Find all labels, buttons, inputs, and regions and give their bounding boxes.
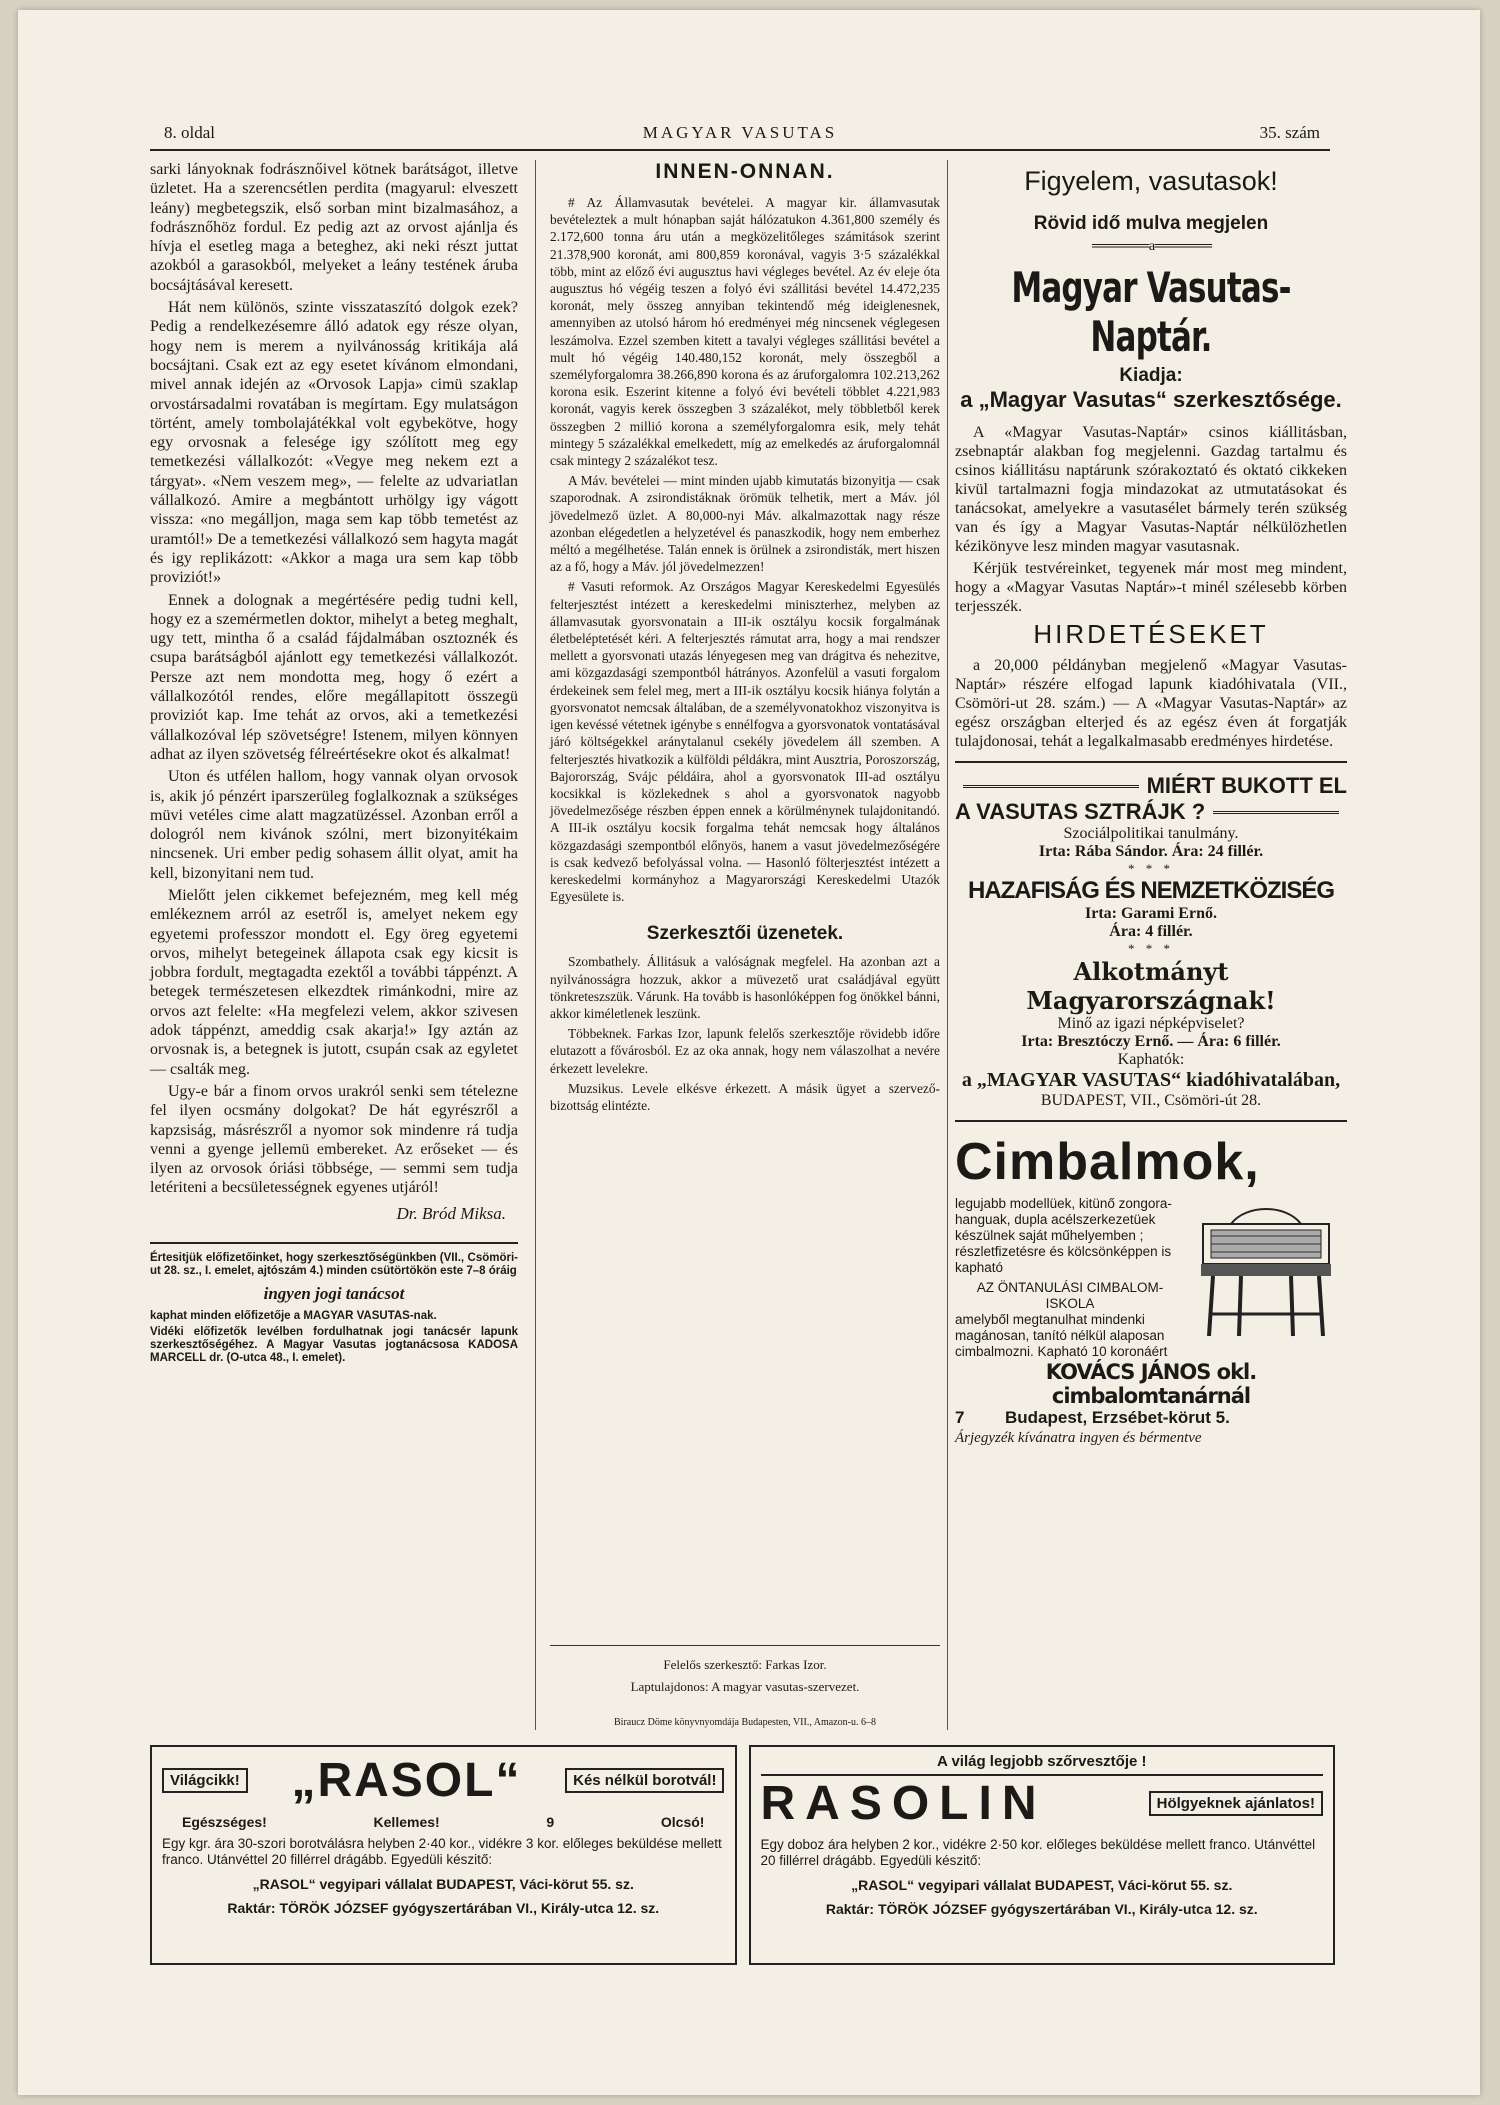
ladies-label: Hölgyeknek ajánlatos! [1149, 1791, 1323, 1816]
bottom-ads [150, 1745, 1335, 1965]
available-at: a „MAGYAR VASUTAS“ kiadóhivatalában, [961, 1069, 1341, 1091]
best-hair-remover: A világ legjobb szőrvesztője ! [761, 1753, 1324, 1776]
book-title-line: MIÉRT BUKOTT EL [955, 773, 1347, 799]
ad-number: 7 [955, 1408, 965, 1427]
news-item: # Vasuti reformok. Az Országos Magyar Kereskedelmi Egyesülés felterjesztést intézett a kereskedelmi miniszterhez, melyben az államvasutak gyorsvonatain a III-ik osztályu kocsik forgalmának életbeléptetését kéri. A felterjesztés rámutat arra, hogy a mai rendszer mellett a gyorsvonati utazás lényegesen meg van drágitva és nehezitve, ami közgazdasági szempontból hátrányos. Azonfelül a vasuti forgalom érdekeinek sem felel meg, mert a III-ik osztályu kocsik hiánya folytán a gyorsvonatot nemcsak általában, de a személyvonatokhoz viszonyitva is igen kevéssé vétetnek igénybe s ennélfogva a gyorsvonatok vontatásával járó költségekkel aránytalanul csekély jövedelem áll szemben. A felterjesztés hivatkozik a külföldi példákra, mint Ausztria, Poroszország, Bajorország, Svájc példáira, ahol a gyorsvonatok III-ad osztályu kocsikkal is közlekednek s ahol a gyorsvonatok nagyobb jövedelmezősége részben éppen ennek a körülménynek tulajdonitandó. A III-ik osztályu kocsik forgalma tehát nemcsak hogy általános közgazdasági szempontból előnyös, hanem a vasut jövedelmezőségére is csak kedvező befolyással volna. — Hasonló fölterjesztést intézett a kereskedelmi kormányhoz a Magyarországi Kereskedelmi Utazók Egyesülete is. [550, 579, 940, 905]
editor-note: Többeknek. Farkas Izor, lapunk felelős szerkesztője rövidebb időre elutazott a fővárosból. Ez az oka annak, hogy nem válaszolhat a nevére érkezett levelekre. [550, 1026, 940, 1076]
news-item: A Máv. bevételei — mint minden ujabb kimutatás bizonyitja — csak szaporodnak. A zsirondistáknak örömük telhetik, mert a Máv. jól jövedelmező üzlet. A 80,000-nyi Máv. alkalmazottak nagy része azonban elégedetlen a helyzetével és panaszkodik, hogy nem emberhez méltó a megélhetése. Talán ennek is örülnek a zsirondisták, mert hiszen az a fő, hogy a Máv. jól jövedelmezzen! [550, 473, 940, 575]
editor-messages-title: Szerkesztői üzenetek. [646, 923, 844, 945]
ornament: ═══════ a ═══════ [1091, 239, 1211, 254]
paragraph: Kérjük testvéreinket, tegyenek már most meg mindent, hogy a «Magyar Vasutas Naptár»-t minél szélesebb körben terjesszék. [955, 560, 1347, 615]
world-product-label: Világcikk! [162, 1768, 248, 1793]
teacher-name: KOVÁCS JÁNOS okl. cimbalomtanárnál [1045, 1360, 1257, 1408]
paragraph: Ugy-e bár a finom orvos urakról senki sem tételezne fel ilyen ocsmány dolgokat? De hát egyrészről a kapzsiság, másrészről a nyomor sok mindenre rá tudja venni a gyenge jellemü embereket. Az erőseket — és ilyen az orvosok óriási többsége, — semmi sem tudja letériteni a becsületességnek egyenes utjáról! [150, 1082, 518, 1197]
notice-text: kaphat minden előfizetője a MAGYAR VASUTAS-nak. [150, 1309, 437, 1322]
printer: Biraucz Döme könyvnyomdája Budapesten, VII., Amazon-u. 6–8 [614, 1717, 876, 1728]
publisher-name: a „Magyar Vasutas“ szerkesztősége. [960, 387, 1342, 412]
paragraph: a 20,000 példányban megjelenő «Magyar Vasutas-Naptár» részére elfogad lapunk kiadóhivatala (VII., Csömöri-ut 28. szám.) — A «Magyar Vasutas-Naptár» az egész országban elterjed és az egész éven át forgatják tulajdonosai, tehát a legalkalmasabb eredményes hirdetése. [955, 657, 1347, 750]
cimbalom-headline: Cimbalmok, [955, 1133, 1260, 1191]
book-author-price: Irta: Bresztóczy Ernő. — Ára: 6 fillér. [1021, 1033, 1281, 1050]
issue-number: 35. szám [1259, 123, 1320, 142]
price-list-note: Árjegyzék kívánatra ingyen és bérmentve [955, 1430, 1202, 1446]
divider [955, 761, 1347, 763]
paragraph: Uton és utfélen hallom, hogy vannak olyan orvosok is, akik jó pénzért iparszerüleg foglalkoznak a szükséges müvi vetéles cime alatt magzatüzéssel. Azonban erről a dologról nem kivánok szólni, mert bizonyitékaim nincsenek. Uri ember pedig sohasem állit olyat, amit ha kell, bizonyitani nem tud. [150, 768, 518, 882]
cimbalom-illustration [1191, 1196, 1341, 1346]
responsible-editor: Felelős szerkesztő: Farkas Izor. [663, 1657, 827, 1672]
cimbalom-ad [955, 1196, 1347, 1360]
price-text: Egy doboz ára helyben 2 kor., vidékre 2·50 kor. előleges beküldése mellett franco. Utánvéttel 20 fillérrel drágább. Egyedüli készitő: [760, 1837, 1316, 1868]
school-text: amelyből megtanulhat mindenki magánosan, tanító nélkül alaposan cimbalmozni. Kapható 10 koronáért [955, 1312, 1168, 1359]
warehouse: Raktár: TÖRÖK JÓZSEF gyógyszertárában VI., Király-utca 12. sz. [825, 1901, 1258, 1917]
article-column [150, 160, 518, 1368]
ads-column [955, 160, 1347, 1447]
paragraph: Mielőtt jelen cikkemet befejezném, meg kell még emlékeznem arról az esetről is, amelyet nekem egy egyetemi professzor mondott el. Egy öreg egyetemi orvos, mihelyt betegeinek állapota csak egy kicsit is jobbra fordult, megtagadta ezektől a további táppénzt. A betegek természetesen elkezdtek rimánkodni, mire az orvos azt felelte: «Ha megfelezi velem, akkor szivesen adok táppénzt, ameddig csak akarja!» Igy aztán az orvosnak is, a betegnek is jutott, csupán csak az egyletet — csalták meg. [150, 886, 518, 1078]
pleasant-label: Kellemes! [373, 1814, 440, 1830]
page-number: 8. oldal [164, 123, 215, 142]
book-price: Ára: 4 fillér. [1109, 923, 1193, 940]
calendar-title: Magyar Vasutas-Naptár. [1011, 263, 1291, 361]
paragraph: sarki lányoknak fodrásznőivel kötnek barátságot, illetve üzletet. Ha a szerencsétlen perdita (magyarul: elveszett leány) megbetegszik, első sorban mint bizalmasához, a fodrásznőhöz fordul. Ez pedig azt az orvost ajánlja és hívja el esetleg maga a beteghez, aki neki részt juttat azokból a garasokból, melyeket a leány testének áruba bocsájtásával keresett. [150, 161, 518, 294]
imprint [550, 1645, 940, 1734]
ad-number: 9 [546, 1814, 555, 1830]
ads-heading: HIRDETÉSEKET [1033, 619, 1269, 649]
rasol-ad [150, 1745, 737, 1965]
editor-note: Szombathely. Állitásuk a valóságnak megfelel. Ha azonban azt a nyilvánosságra hozzuk, akkor a müvezető urat családjával együtt tönkreteszszük. Várunk. Ha tovább is hasonlóképpen fog önökkel bánni, akkor kiméletlenek leszünk. [550, 954, 940, 1021]
paragraph: Hát nem különös, szinte visszataszító dolgok ezek? Pedig a rendelkezésemre álló adatok egy része olyan, hogy nem is merem a nyilvánosság kritikája alá bocsájtani. Csak ezt az egy esetet kívánom elmondani, mivel annak idején az «Orvosok Lapja» cimü szaklap orvostársadalmi rovatában is megírtam. Egy mulatságon történt, amely tombolajátékkal volt egybekötve, hogy egy orvosnak a felesége igy szólított meg egy temetkezési vállalkozót: «Vegye meg nekem ezt a tárgyat». «Nem veszem meg», — felelte az udvariatlan vállalkozó. Amire a megbántott urhölgy igy vágott vissza: «no megálljon, maga sem kap több temetést az uramtól!» De a temetkezési vállalkozó sem hagyta magát és igy replikázott: «Akkor a maga ura sem kap több proviziót!» [150, 299, 518, 587]
news-column [550, 160, 940, 1728]
separator-stars: * * * [1128, 861, 1174, 876]
book-title: HAZAFISÁG ÉS NEMZETKÖZISÉG [967, 877, 1334, 904]
announcement: Rövid idő mulva megjelen [1033, 213, 1269, 234]
section-title: INNEN-ONNAN. [655, 160, 835, 183]
article-a: a [1148, 239, 1154, 254]
paragraph: Ennek a dolognak a megértésére pedig tudni kell, hogy ez a szemérmetlen doktor, mihelyt a beteg meghalt, ugy tett, mintha ő a család fájdalmában osztoznék és csupa barátságból ajánlott egy temetkezési vállalkozót. Persze azt nem mondotta meg, hogy ő ezért a vállalkozótól rendes, előre megállapitott összegü proviziót kap. Ime tehát az orvos, aki a temetkezési vállalkozóval lép szövetségre! Istenem, milyen könnyen adhat az ilyen szövetség félreértésekre okot és alkalmat! [150, 591, 518, 763]
book-subtitle: Szociálpolitikai tanulmány. [1063, 825, 1239, 842]
teacher-address: Budapest, Erzsébet-körut 5. [1005, 1408, 1230, 1427]
address: BUDAPEST, VII., Csömöri-út 28. [1040, 1092, 1262, 1109]
editor-note: Muzsikus. Levele elkésve érkezett. A másik ügyet a szervező-bizottság elintézte. [550, 1080, 940, 1113]
healthy-label: Egészséges! [182, 1814, 267, 1830]
publisher-label: Kiadja: [1119, 365, 1183, 386]
column-divider [947, 160, 948, 1730]
news-item: # Az Államvasutak bevételei. A magyar kir. államvasutak bevételeztek a mult hónapban saját hálózatukon 4.361,800 személy és 2.172,600 tonna áru után a megközelitőleges számitások szerint 21.378,900 koronát, ami 800,859 koronával, vagyis 3·5 százalékkal több, mint az előző évi augusztus havi végleges bevétel. Az év eleje óta augusztus hó végéig teszen a folyó évi szállitási bevétel 14.472,235 koronát, mely összeg annyiban tekintendő még ideiglenesnek, amennyiben az utolsó három hó eredményei még nincsenek véglegesen leszámolva. Ezzel szemben kitett a tavalyi végleges szállitási bevétel a mult hó végéig 140.480,152 koronát, mely összegből a személyforgalomra 38.266,890 korona és az áruforgalomra 102.213,262 korona esik. Eszerint kitenne a folyó évi bevételi többlet 4.221,983 koronát, vagyis kerek összegben 3 százalékot, mely többletből kerek összegben 2 millió korona a személyforgalomra esik, mely tehát mintegy 5 százalékkal emelkedett, míg az emelkedés az áruforgalomnál csak mintegy 2 százalékot tesz. [550, 195, 940, 469]
book-title-line: A VASUTAS SZTRÁJK ? [955, 799, 1347, 825]
column-divider [535, 160, 536, 1730]
paper-title: MAGYAR VASUTAS [642, 123, 838, 142]
shaves-label: Kés nélkül borotvál! [565, 1768, 724, 1793]
paragraph: A «Magyar Vasutas-Naptár» csinos kiállitásban, zsebnaptár alakban fog megjelenni. Gazdag tartalmu és csinos kiállitásu naptárunk szórakoztató és oktató cikkeken kivül tartalmazni fogja mindazokat az utmutatásokat és tanácsokat, amelyekre a vasutasélet bármely terén szükség van és így a Magyar Vasutas-Naptár nélkülözhetlen kézikönyve lesz minden magyar vasutasnak. [955, 424, 1347, 555]
rasolin-ad [749, 1745, 1336, 1965]
divider [955, 1120, 1347, 1122]
price-text: Egy kgr. ára 30-szori borotválásra helyben 2·40 kor., vidékre 3 kor. előleges beküldése mellett franco. Utánvéttel 20 fillérrel drágább. Egyedüli készitő: [162, 1836, 722, 1867]
book-title: Alkotmányt Magyarországnak! [1026, 957, 1276, 1015]
maker: „RASOL“ vegyipari vállalat BUDAPEST, Váci-körut 55. sz. [851, 1877, 1233, 1893]
notice-headline: ingyen jogi tanácsot [263, 1283, 405, 1303]
rasol-brand: „RASOL“ [291, 1754, 522, 1807]
header-rule [150, 149, 1330, 151]
notice-text: Értesitjük előfizetőinket, hogy szerkesztőségünkben (VII., Csömöri-ut 28. sz., I. emelet, ajtószám 4.) minden csütörtökön este 7–8 óráig [150, 1251, 518, 1277]
school-title: AZ ÖNTANULÁSI CIMBALOM-ISKOLA [976, 1280, 1164, 1311]
attention-heading: Figyelem, vasutasok! [1024, 166, 1278, 196]
book-author-price: Irta: Rába Sándor. Ára: 24 fillér. [1038, 843, 1264, 860]
cimbalom-text: legujabb modellüek, kitünő zongora-hanguak, dupla acélszerkezetüek készülnek saját műhelyemben ; részletfizetésre és kölcsönképpen is kapható [955, 1196, 1172, 1275]
separator-stars: * * * [1128, 941, 1174, 956]
notice-text: Vidéki előfizetők levélben fordulhatnak jogi tanácsér lapunk szerkesztőségéhez. A Magyar Vasutas jogtanácsosa KADOSA MARCELL dr. (O-utca 48., I. emelet). [150, 1325, 518, 1364]
legal-advice-notice [150, 1242, 518, 1365]
author-signature: Dr. Bród Miksa. [396, 1203, 506, 1223]
maker: „RASOL“ vegyipari vállalat BUDAPEST, Váci-körut 55. sz. [252, 1876, 634, 1892]
available-label: Kaphatók: [1117, 1051, 1185, 1068]
publisher: Laptulajdonos: A magyar vasutas-szervezet. [630, 1679, 860, 1694]
warehouse: Raktár: TÖRÖK JÓZSEF gyógyszertárában VI., Király-utca 12. sz. [227, 1900, 660, 1916]
book-author: Irta: Garami Ernő. [1085, 905, 1217, 922]
rasolin-brand: RASOLIN [760, 1777, 1047, 1830]
cheap-label: Olcsó! [660, 1814, 705, 1830]
book-subtitle: Minő az igazi népképviselet? [1057, 1015, 1245, 1032]
